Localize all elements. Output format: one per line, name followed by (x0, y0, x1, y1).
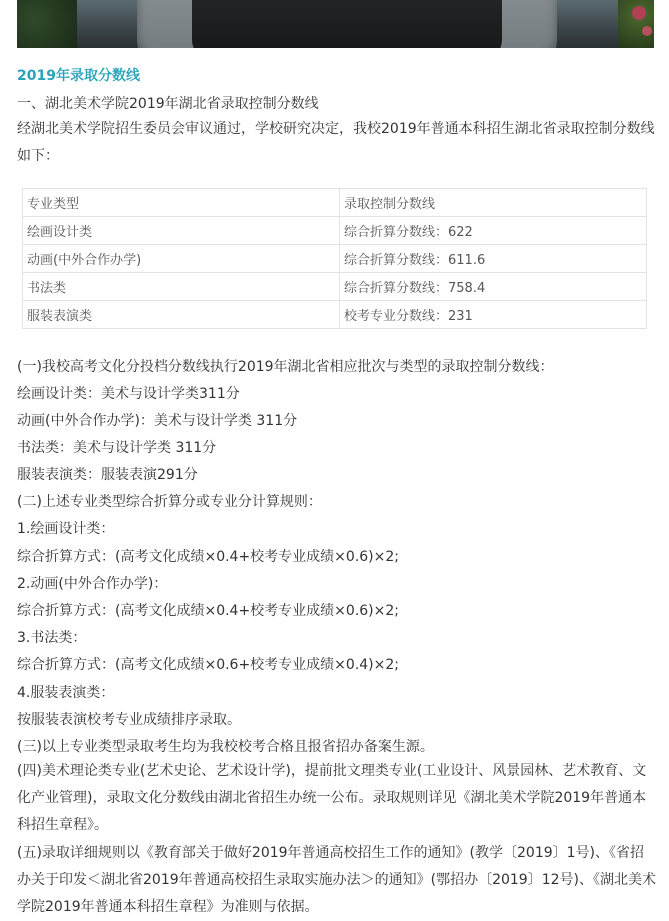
rule-line: 综合折算方式：(高考文化成绩×0.4+校考专业成绩×0.6)×2; (17, 603, 399, 619)
rule-line: 2.动画(中外合作办学)： (17, 576, 168, 592)
rule-line: (二)上述专业类型综合折算分或专业分计算规则： (17, 494, 322, 510)
intro-paragraph: 经湖北美术学院招生委员会审议通过，学校研究决定，我校2019年普通本科招生湖北省录取控制分数线如下： (17, 121, 655, 164)
rule-line: 综合折算方式：(高考文化成绩×0.4+校考专业成绩×0.6)×2; (17, 549, 399, 565)
rule-line: (三)以上专业类型录取考生均为我校校考合格且报省招办备案生源。 (17, 739, 434, 755)
table-cell: 校考专业分数线：231 (340, 301, 647, 329)
rule-line: 动画(中外合作办学)：美术与设计学类 311分 (17, 413, 298, 429)
table-cell: 绘画设计类 (23, 217, 340, 245)
table-header-row (23, 189, 647, 217)
rule-line: 按服装表演校考专业成绩排序录取。 (17, 712, 241, 728)
section-heading: 2019年录取分数线 (17, 68, 140, 84)
table-header-cell: 录取控制分数线 (340, 189, 647, 217)
table-row (23, 217, 647, 245)
table-row (23, 245, 647, 273)
tree-left (17, 0, 77, 48)
rule-line: 书法类：美术与设计学类 311分 (17, 440, 217, 456)
subtitle: 一、湖北美术学院2019年湖北省录取控制分数线 (17, 96, 319, 112)
rule-line: 1.绘画设计类： (17, 521, 115, 537)
header-photo (17, 0, 654, 48)
table-row (23, 273, 647, 301)
table-cell: 书法类 (23, 273, 340, 301)
paragraph-four: (四)美术理论类专业(艺术史论、艺术设计学)，提前批文理类专业(工业设计、风景园林、艺术教育、文化产业管理)，录取文化分数线由湖北省招生办统一公布。录取规则详见《湖北美术学院2019年普通本科招生章程》。 (17, 763, 647, 833)
table-row (23, 301, 647, 329)
table-cell: 综合折算分数线：622 (340, 217, 647, 245)
table-cell: 综合折算分数线：611.6 (340, 245, 647, 273)
rule-line: 综合折算方式：(高考文化成绩×0.6+校考专业成绩×0.4)×2; (17, 657, 399, 673)
arch-opening (192, 0, 502, 48)
table-cell: 动画(中外合作办学) (23, 245, 340, 273)
rule-line: 4.服装表演类： (17, 685, 115, 701)
flower (632, 6, 646, 20)
rule-line: 服装表演类：服装表演291分 (17, 467, 198, 483)
rule-line: (一)我校高考文化分投档分数线执行2019年湖北省相应批次与类型的录取控制分数线： (17, 359, 554, 375)
table-header-cell: 专业类型 (23, 189, 340, 217)
score-table (22, 188, 647, 329)
rule-line: 绘画设计类：美术与设计学类311分 (17, 386, 240, 402)
table-cell: 综合折算分数线：758.4 (340, 273, 647, 301)
table-cell: 服装表演类 (23, 301, 340, 329)
flower (642, 26, 652, 36)
rule-line: 3.书法类： (17, 630, 87, 646)
paragraph-five: (五)录取详细规则以《教育部关于做好2019年普通高校招生工作的通知》(教学〔2019〕1号)、《省招办关于印发＜湖北省2019年普通高校招生录取实施办法＞的通知》(鄂招办〔2019〕12号)、《湖北美术学院2019年普通本科招生章程》为准则与依据。 (17, 845, 656, 915)
